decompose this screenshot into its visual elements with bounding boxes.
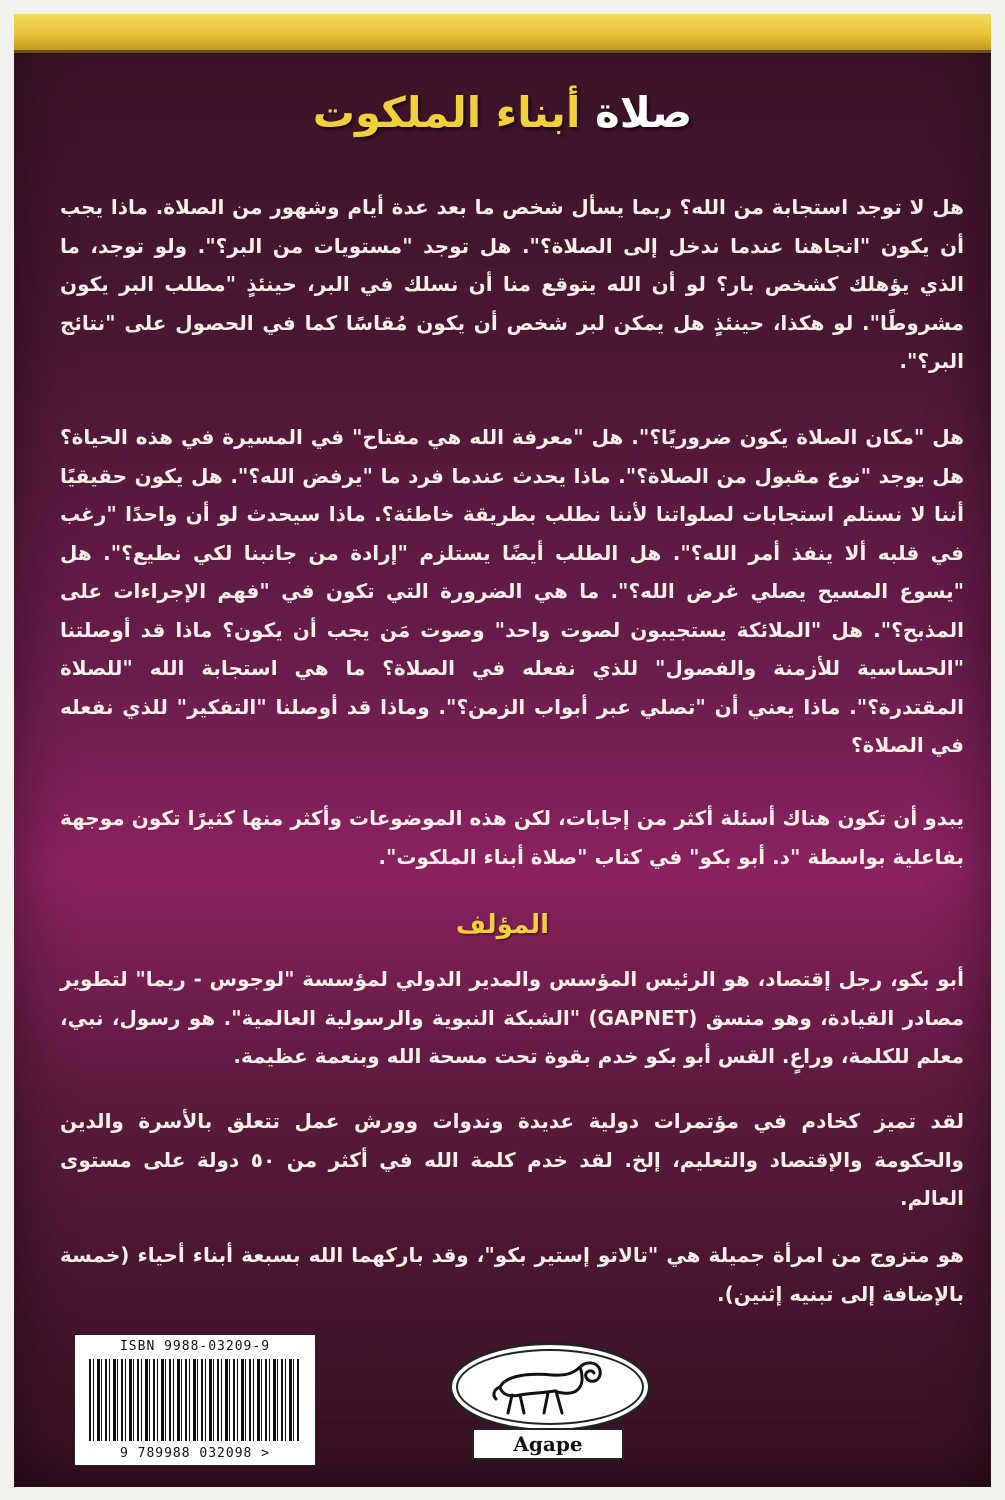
gold-top-band [14,14,991,53]
publisher-logo [449,1342,651,1432]
ram-icon [490,1353,610,1419]
title-word-prayer: صلاة [594,88,693,137]
barcode-number: 9 789988 032098 > [119,1446,271,1461]
author-bio-paragraph-2: لقد تميز كخادم في مؤتمرات دولية عديدة وندوات وورش عمل تتعلق بالأسرة والدين والحكومة والإقتصاد والتعليم، إلخ. لقد خدم كلمة الله في أكثر من ٥٠ دولة على مستوى العالم. [60,1109,964,1210]
book-title [14,88,991,137]
author-heading: المؤلف [455,910,550,940]
isbn-barcode [74,1334,316,1466]
author-bio-paragraph-3: هو متزوج من امرأة جميلة هي "تالاتو إستير بكو"، وقد باركهما الله بسبعة أبناء أحياء (خمسة بالإضافة إلى تبنيه إثنين). [60,1243,964,1306]
book-back-cover [14,14,991,1487]
summary-paragraph: يبدو أن تكون هناك أسئلة أكثر من إجابات، لكن هذه الموضوعات وأكثر منها كثيرًا تكون موجهة بفاعلية بواسطة "د. أبو بكو" في كتاب "صلاة أبناء الملكوت". [60,806,964,869]
title-words-kingdom-children: أبناء الملكوت [312,88,581,137]
isbn-label: ISBN 9988-03209-9 [119,1339,271,1354]
questions-paragraph-2: هل "مكان الصلاة يكون ضروريًا؟". هل "معرفة الله هي مفتاح" في المسيرة في هذه الحياة؟ هل يوجد "نوع مقبول من الصلاة؟". ماذا يحدث عندما فرد ما "يرفض الله؟". هل يكون حقيقيًا أننا لا نستلم استجابات لصلواتنا لأننا نطلب بطريقة خاطئة؟. ماذا سيحدث لو أن واحدًا "رغب في قلبه ألا ينفذ أمر الله؟". هل الطلب أيضًا يستلزم "إرادة من جانبنا لكي نطيع؟". هل "يسوع المسيح يصلي غرض الله؟". ما هي الضرورة التي تكون في "فهم الإجراءات على المذبح؟". هل "الملائكة يستجيبون لصوت واحد" وصوت مَن يجب أن يكون؟ ماذا قد أوصلتنا "الحساسية للأزمنة والفصول" للذي نفعله في الصلاة؟ ما هي استجابة الله "للصلاة المقتدرة؟". ماذا يعني أن "تصلي عبر أبواب الزمن؟". وماذا قد أوصلنا "التفكير" للذي نفعله في الصلاة؟ [60,425,964,757]
author-bio-paragraph-1: أبو بكو، رجل إقتصاد، هو الرئيس المؤسس والمدير الدولي لمؤسسة "لوجوس - ريما" لتطوير مصادر القيادة، وهو منسق (GAPNET) "الشبكة النبوية والرسولية العالمية". هو رسول، نبي، معلم للكلمة، وراعٍ. القس أبو بكو خدم بقوة تحت مسحة الله وبنعمة عظيمة. [60,967,964,1068]
publisher-name: Agape [472,1428,624,1460]
questions-paragraph-1: هل لا توجد استجابة من الله؟ ربما يسأل شخص ما بعد عدة أيام وشهور من الصلاة. ماذا يجب أن يكون "اتجاهنا عندما ندخل إلى الصلاة؟". هل توجد "مستويات من البر؟". ولو توجد، ما الذي يؤهلك كشخص بار؟ لو أن الله يتوقع منا أن نسلك في البر، حينئذٍ "مطلب البر يكون مشروطًا". لو هكذا، حينئذٍ هل يمكن لبر شخص أن يكون مُقاسًا كما في الحصول على "نتائج البر؟". [60,195,964,373]
barcode-icon [89,1359,301,1441]
